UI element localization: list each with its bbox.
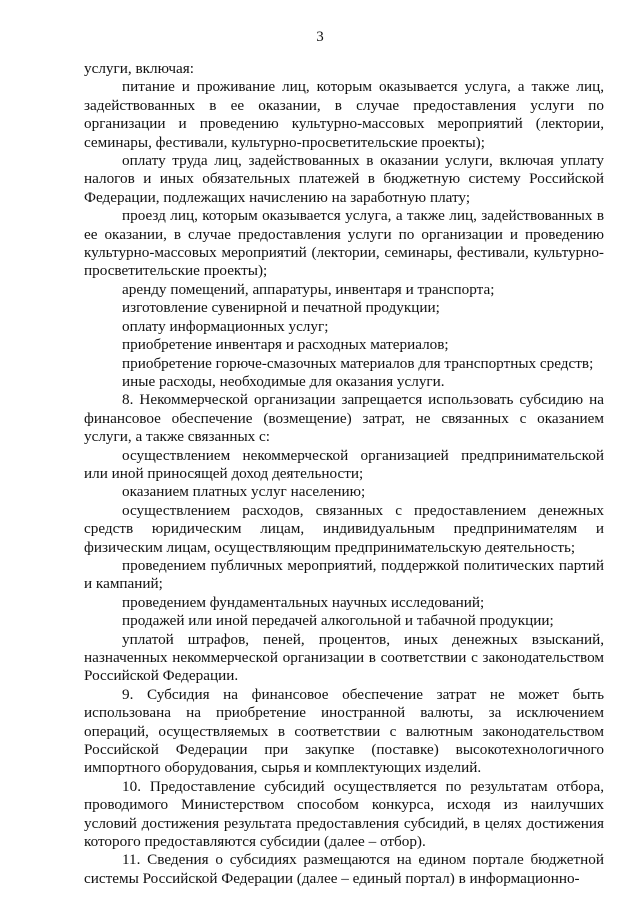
paragraph: оплату информационных услуг;	[122, 317, 329, 335]
page-number: 3	[316, 29, 324, 45]
paragraph: питание и проживание лиц, которым оказывается услуга, а также лиц, задействованных в ее оказании, в случае предоставления услуги по организации и проведению культурно-массовых мероприятий (лектории, семинары, фестивали, культурно-просветительские проекты);	[84, 78, 604, 151]
paragraph: приобретение инвентаря и расходных материалов;	[122, 336, 449, 354]
paragraph: оплату труда лиц, задействованных в оказании услуги, включая уплату налогов и иных обязательных платежей в бюджетную систему Российской Федерации, подлежащих начислению на заработную плату;	[84, 152, 604, 206]
paragraph: осуществлением некоммерческой организацией предпринимательской или иной приносящей доход деятельности;	[84, 446, 604, 482]
paragraph: продажей или иной передачей алкогольной и табачной продукции;	[122, 612, 554, 630]
paragraph: аренду помещений, аппаратуры, инвентаря и транспорта;	[122, 280, 495, 298]
paragraph: проезд лиц, которым оказывается услуга, а также лиц, задействованных в ее оказании, в случае предоставления услуги по организации и проведению культурно-массовых мероприятий (лектории, семинары, фестивали, культурно-просветительские проекты);	[84, 207, 604, 280]
document-body	[84, 60, 604, 888]
paragraph: 8. Некоммерческой организации запрещается использовать субсидию на финансовое обеспечение (возмещение) затрат, не связанных с оказанием услуги, а также связанных с:	[84, 391, 604, 446]
paragraph: 11. Сведения о субсидиях размещаются на едином портале бюджетной системы Российской Федерации (далее – единый портал) в информационно-	[84, 851, 604, 887]
paragraph: проведением публичных мероприятий, поддержкой политических партий и кампаний;	[84, 556, 604, 593]
paragraph: оказанием платных услуг населению;	[122, 483, 366, 501]
paragraph: 10. Предоставление субсидий осуществляется по результатам отбора, проводимого Министерством способом конкурса, исходя из наилучших условий достижения результата предоставления субсидий, в целях достижения которого предоставляются субсидии (далее – отбор).	[84, 777, 604, 851]
paragraph: 9. Субсидия на финансовое обеспечение затрат не может быть использована на приобретение иностранной валюты, за исключением операций, осуществляемых в соответствии с валютным законодательством Российской Федерации при закупке (поставке) высокотехнологичного импортного оборудования, сырья и комплектующих изделий.	[84, 685, 604, 777]
paragraph: иные расходы, необходимые для оказания услуги.	[122, 372, 445, 390]
paragraph: проведением фундаментальных научных исследований;	[122, 593, 485, 611]
paragraph: услуги, включая:	[84, 60, 194, 77]
paragraph: изготовление сувенирной и печатной продукции;	[122, 299, 440, 317]
paragraph: осуществлением расходов, связанных с предоставлением денежных средств юридическим лицам, индивидуальным предпринимателям и физическим лицам, осуществляющим предпринимательскую деятельность;	[84, 501, 604, 556]
paragraph: уплатой штрафов, пеней, процентов, иных денежных взысканий, назначенных некоммерческой организации в соответствии с законодательством Российской Федерации.	[84, 630, 604, 685]
paragraph: приобретение горюче-смазочных материалов для транспортных средств;	[122, 354, 594, 372]
